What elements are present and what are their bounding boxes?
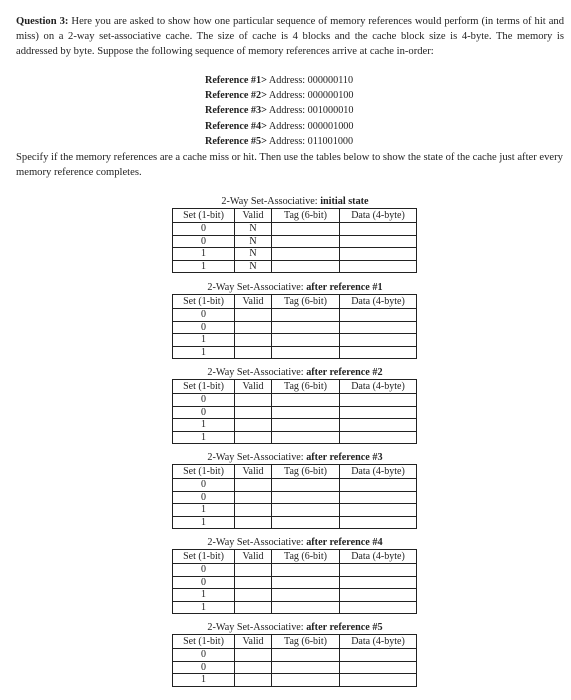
data-cell[interactable]: [340, 661, 417, 674]
table-row: [173, 491, 417, 504]
cache-table-block: [172, 622, 418, 687]
valid-cell[interactable]: N: [235, 248, 272, 261]
data-cell[interactable]: [340, 504, 417, 517]
data-cell[interactable]: [340, 576, 417, 589]
column-header: Tag (6-bit): [272, 635, 340, 649]
valid-cell[interactable]: [235, 504, 272, 517]
reference-address: Address: 000000100: [268, 90, 354, 102]
data-cell[interactable]: [340, 394, 417, 407]
column-header: Data (4-byte): [340, 295, 417, 309]
tag-cell[interactable]: [272, 346, 340, 359]
reference-item: [205, 103, 354, 118]
set-cell: 0: [173, 649, 235, 662]
valid-cell[interactable]: [235, 419, 272, 432]
table-row: [173, 516, 417, 529]
column-header: Valid: [235, 550, 272, 564]
table-header-row: [173, 635, 417, 649]
column-header: Tag (6-bit): [272, 209, 340, 223]
column-header: Tag (6-bit): [272, 465, 340, 479]
cache-state-table: [172, 634, 417, 687]
reference-label: Reference #4>: [205, 120, 267, 132]
cache-state-table: [172, 208, 417, 273]
column-header: Set (1-bit): [173, 380, 235, 394]
column-header: Set (1-bit): [173, 295, 235, 309]
table-row: [173, 431, 417, 444]
table-caption-prefix: 2-Way Set-Associative:: [221, 196, 318, 207]
column-header: Data (4-byte): [340, 635, 417, 649]
column-header: Set (1-bit): [173, 550, 235, 564]
cache-state-table: [172, 464, 417, 529]
tag-cell[interactable]: [272, 589, 340, 602]
set-cell: 1: [173, 346, 235, 359]
tag-cell[interactable]: [272, 431, 340, 444]
tag-cell[interactable]: [272, 564, 340, 577]
set-cell: 1: [173, 334, 235, 347]
table-caption-prefix: 2-Way Set-Associative:: [207, 452, 304, 463]
data-cell[interactable]: [340, 406, 417, 419]
set-cell: 0: [173, 576, 235, 589]
data-cell[interactable]: [340, 309, 417, 322]
set-cell: 0: [173, 223, 235, 236]
tag-cell[interactable]: [272, 248, 340, 261]
table-row: [173, 309, 417, 322]
cache-table-block: [172, 537, 418, 614]
data-cell[interactable]: [340, 589, 417, 602]
reference-address: Address: 000001000: [268, 120, 354, 132]
table-row: [173, 406, 417, 419]
valid-cell[interactable]: [235, 334, 272, 347]
data-cell[interactable]: [340, 260, 417, 273]
data-cell[interactable]: [340, 649, 417, 662]
question-paragraph: [16, 14, 564, 60]
set-cell: 1: [173, 674, 235, 687]
column-header: Valid: [235, 465, 272, 479]
valid-cell[interactable]: [235, 576, 272, 589]
column-header: Data (4-byte): [340, 209, 417, 223]
table-row: [173, 649, 417, 662]
tag-cell[interactable]: [272, 309, 340, 322]
data-cell[interactable]: [340, 431, 417, 444]
reference-item: [205, 119, 354, 134]
valid-cell[interactable]: [235, 564, 272, 577]
valid-cell[interactable]: [235, 516, 272, 529]
set-cell: 0: [173, 661, 235, 674]
data-cell[interactable]: [340, 346, 417, 359]
valid-cell[interactable]: [235, 589, 272, 602]
set-cell: 0: [173, 394, 235, 407]
table-row: [173, 674, 417, 687]
column-header: Valid: [235, 380, 272, 394]
tag-cell[interactable]: [272, 491, 340, 504]
reference-label: Reference #3>: [205, 105, 267, 117]
data-cell[interactable]: [340, 564, 417, 577]
cache-state-table: [172, 549, 417, 614]
tag-cell[interactable]: [272, 406, 340, 419]
table-caption-prefix: 2-Way Set-Associative:: [207, 367, 304, 378]
data-cell[interactable]: [340, 223, 417, 236]
cache-table-block: [172, 282, 418, 359]
column-header: Valid: [235, 295, 272, 309]
valid-cell[interactable]: [235, 649, 272, 662]
valid-cell[interactable]: N: [235, 260, 272, 273]
valid-cell[interactable]: [235, 321, 272, 334]
table-row: [173, 223, 417, 236]
table-caption: [172, 282, 418, 294]
table-header-row: [173, 465, 417, 479]
table-caption-state: after reference #3: [306, 452, 383, 463]
column-header: Set (1-bit): [173, 465, 235, 479]
cache-table-block: [172, 367, 418, 444]
table-row: [173, 589, 417, 602]
reference-item: [205, 73, 354, 88]
table-caption: [172, 622, 418, 634]
valid-cell[interactable]: [235, 661, 272, 674]
tag-cell[interactable]: [272, 260, 340, 273]
set-cell: 1: [173, 260, 235, 273]
tag-cell[interactable]: [272, 334, 340, 347]
table-header-row: [173, 550, 417, 564]
data-cell[interactable]: [340, 491, 417, 504]
set-cell: 1: [173, 589, 235, 602]
table-row: [173, 260, 417, 273]
data-cell[interactable]: [340, 479, 417, 492]
table-row: [173, 576, 417, 589]
table-row: [173, 661, 417, 674]
table-row: [173, 346, 417, 359]
cache-table-block: [172, 452, 418, 529]
table-caption-state: after reference #5: [306, 622, 383, 633]
reference-address: Address: 001000010: [268, 105, 354, 117]
valid-cell[interactable]: [235, 346, 272, 359]
set-cell: 1: [173, 601, 235, 614]
reference-label: Reference #5>: [205, 135, 267, 147]
tag-cell[interactable]: [272, 321, 340, 334]
data-cell[interactable]: [340, 321, 417, 334]
data-cell[interactable]: [340, 674, 417, 687]
column-header: Set (1-bit): [173, 635, 235, 649]
tag-cell[interactable]: [272, 661, 340, 674]
table-row: [173, 394, 417, 407]
tag-cell[interactable]: [272, 394, 340, 407]
valid-cell[interactable]: [235, 309, 272, 322]
table-row: [173, 601, 417, 614]
column-header: Data (4-byte): [340, 550, 417, 564]
cache-state-table: [172, 379, 417, 444]
column-header: Set (1-bit): [173, 209, 235, 223]
table-row: [173, 479, 417, 492]
set-cell: 0: [173, 479, 235, 492]
tag-cell[interactable]: [272, 235, 340, 248]
reference-address: Address: 000000110: [268, 75, 354, 86]
table-caption: [172, 196, 418, 208]
reference-label: Reference #1>: [205, 75, 267, 86]
tag-cell[interactable]: [272, 419, 340, 432]
cache-table-block: [172, 196, 418, 273]
table-header-row: [173, 209, 417, 223]
table-row: [173, 248, 417, 261]
set-cell: 1: [173, 431, 235, 444]
column-header: Data (4-byte): [340, 380, 417, 394]
table-caption-state: after reference #2: [306, 367, 383, 378]
data-cell[interactable]: [340, 334, 417, 347]
table-row: [173, 564, 417, 577]
valid-cell[interactable]: [235, 479, 272, 492]
table-caption: [172, 452, 418, 464]
table-caption-prefix: 2-Way Set-Associative:: [207, 537, 304, 548]
table-header-row: [173, 380, 417, 394]
set-cell: 1: [173, 504, 235, 517]
data-cell[interactable]: [340, 235, 417, 248]
tag-cell[interactable]: [272, 504, 340, 517]
set-cell: 0: [173, 564, 235, 577]
column-header: Valid: [235, 209, 272, 223]
table-caption: [172, 367, 418, 379]
column-header: Valid: [235, 635, 272, 649]
tag-cell[interactable]: [272, 223, 340, 236]
tag-cell[interactable]: [272, 479, 340, 492]
column-header: Data (4-byte): [340, 465, 417, 479]
table-row: [173, 321, 417, 334]
valid-cell[interactable]: [235, 674, 272, 687]
column-header: Tag (6-bit): [272, 550, 340, 564]
tag-cell[interactable]: [272, 516, 340, 529]
instruction-paragraph: Specify if the memory references are a cache miss or hit. Then use the tables below to show the state of the cache just after every memory reference completes.: [16, 152, 563, 178]
set-cell: 0: [173, 309, 235, 322]
table-caption-state: after reference #1: [306, 282, 383, 293]
tag-cell[interactable]: [272, 674, 340, 687]
valid-cell[interactable]: [235, 491, 272, 504]
valid-cell[interactable]: N: [235, 223, 272, 236]
reference-address: Address: 011001000: [268, 135, 354, 147]
set-cell: 0: [173, 491, 235, 504]
column-header: Tag (6-bit): [272, 380, 340, 394]
table-caption: [172, 537, 418, 549]
valid-cell[interactable]: [235, 394, 272, 407]
data-cell[interactable]: [340, 516, 417, 529]
set-cell: 0: [173, 406, 235, 419]
valid-cell[interactable]: [235, 431, 272, 444]
table-row: [173, 419, 417, 432]
tag-cell[interactable]: [272, 576, 340, 589]
set-cell: 1: [173, 419, 235, 432]
set-cell: 0: [173, 321, 235, 334]
reference-list: [205, 73, 354, 149]
table-caption-prefix: 2-Way Set-Associative:: [207, 622, 304, 633]
table-caption-prefix: 2-Way Set-Associative:: [207, 282, 304, 293]
set-cell: 1: [173, 248, 235, 261]
reference-item: [205, 88, 354, 103]
table-caption-state: after reference #4: [306, 537, 383, 548]
valid-cell[interactable]: [235, 601, 272, 614]
cache-state-table: [172, 294, 417, 359]
table-row: [173, 334, 417, 347]
set-cell: 0: [173, 235, 235, 248]
valid-cell[interactable]: N: [235, 235, 272, 248]
column-header: Tag (6-bit): [272, 295, 340, 309]
table-header-row: [173, 295, 417, 309]
reference-item: [205, 134, 354, 149]
reference-label: Reference #2>: [205, 90, 267, 102]
table-row: [173, 235, 417, 248]
tag-cell[interactable]: [272, 649, 340, 662]
question-label: Question 3:: [16, 16, 69, 27]
table-caption-state: initial state: [320, 196, 369, 207]
data-cell[interactable]: [340, 601, 417, 614]
valid-cell[interactable]: [235, 406, 272, 419]
set-cell: 1: [173, 516, 235, 529]
tag-cell[interactable]: [272, 601, 340, 614]
table-row: [173, 504, 417, 517]
question-text: Here you are asked to show how one particular sequence of memory references would perform (in terms of hit and miss) on a 2-way set-associative cache. The size of cache is 4 blocks and the cache block size is 4-byte. The memory is addressed by byte. Suppose the following sequence of memory references arrive at cache in-order:: [16, 16, 564, 58]
data-cell[interactable]: [340, 419, 417, 432]
data-cell[interactable]: [340, 248, 417, 261]
